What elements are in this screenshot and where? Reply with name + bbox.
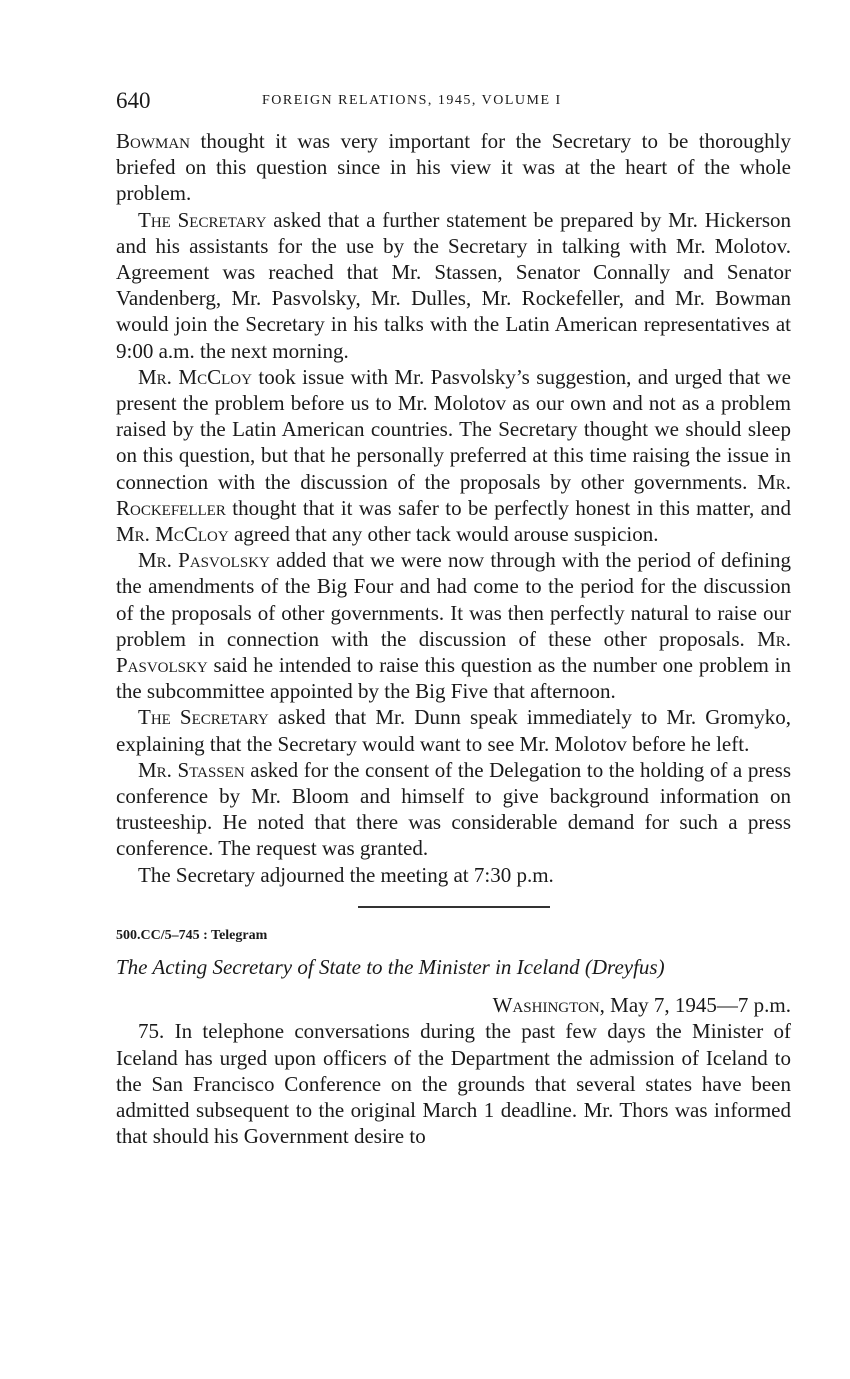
- speaker-name: Mr. Pasvolsky: [138, 548, 270, 573]
- paragraph-mccloy: [116, 364, 791, 547]
- paragraph-text: The Secretary adjourned the meeting at 7:30 p.m.: [138, 862, 554, 887]
- speaker-name: Mr. Stassen: [138, 757, 245, 782]
- paragraph-text: asked that a further statement be prepared by Mr. Hickerson and his assistants for the use by the Secretary in talking with Mr. Molotov. Agreement was reached that Mr. Stassen, Senator Connally and Senator Vandenberg, Mr. Pasvolsky, Mr. Dulles, Mr. Rockefeller, and Mr. Bowman would join the Secretary in his talks with the Latin American representatives at 9:00 a.m. the next morning.: [116, 207, 792, 363]
- paragraph-secretary-statement: [116, 207, 791, 364]
- paragraph-text: thought it was very important for the Secretary to be thoroughly briefed on this question since in his view it was at the heart of the whole problem.: [116, 129, 791, 206]
- paragraph-text: 75. In telephone conversations during the past few days the Minister of Iceland has urged upon officers of the Department the admission of Iceland to the San Francisco Conference on the grounds that several states have been admitted subsequent to the original March 1 deadline. Mr. Thors was informed that should his Government desire to: [116, 1019, 791, 1149]
- document-title: The Acting Secretary of State to the Minister in Iceland (Dreyfus): [116, 954, 665, 979]
- paragraph-text: took issue with Mr. Pasvolsky’s suggestion, and urged that we present the problem before us to Mr. Molotov as our own and not as a problem raised by the Latin American countries. The Secretary thought we should sleep on this question, but that he personally preferred at this time raising the issue in connection with the discussion of the proposals by other governments.: [116, 364, 791, 494]
- paragraph-pasvolsky: [116, 547, 791, 704]
- paragraph-text: said he intended to raise this question as the number one problem in the subcommittee appointed by the Big Five that afternoon.: [116, 653, 791, 704]
- paragraph-text: asked for the consent of the Delegation to the holding of a press conference by Mr. Bloom and himself to give background information on trusteeship. He noted that there was considerable demand for such a press conference. The request was granted.: [116, 757, 791, 861]
- paragraph-bowman: [116, 128, 791, 207]
- dateline-date: , May 7, 1945—7 p.m.: [599, 993, 791, 1018]
- page-body: [116, 128, 791, 1149]
- section-divider: [358, 906, 550, 908]
- paragraph-stassen: [116, 757, 791, 862]
- speaker-name: Bowman: [116, 129, 190, 153]
- paragraph-text: added that we were now through with the period of defining the amendments of the Big Four and had come to the period for the discussion of the proposals of other governments. It was then perfectly natural to raise our problem in connection with the discussion of these other proposals.: [116, 548, 791, 651]
- document-file-number: 500.CC/5–745 : Telegram: [116, 927, 268, 943]
- paragraph-text: thought that it was safer to be perfectly honest in this matter, and: [225, 495, 791, 520]
- telegram-body: [116, 1018, 791, 1149]
- page-number: 640: [116, 88, 151, 113]
- speaker-name: The Secretary: [138, 207, 267, 232]
- speaker-name: Mr. McCloy: [138, 364, 252, 389]
- dateline: [116, 992, 791, 1018]
- paragraph-text: asked that Mr. Dunn speak immediately to Mr. Gromyko, explaining that the Secretary would want to see Mr. Molotov before he left.: [116, 705, 792, 756]
- speaker-name: Mr. Rockefeller: [116, 469, 791, 520]
- running-head: FOREIGN RELATIONS, 1945, VOLUME I: [262, 93, 562, 108]
- speaker-name: The Secretary: [138, 705, 269, 730]
- paragraph-text: agreed that any other tack would arouse suspicion.: [228, 522, 659, 547]
- paragraph-adjournment: [116, 862, 791, 888]
- speaker-name: Mr. Pasvolsky: [116, 626, 791, 678]
- paragraph-secretary-dunn: [116, 704, 791, 756]
- speaker-name: Mr. McCloy: [116, 522, 229, 547]
- dateline-place: Washington: [492, 993, 600, 1018]
- page-header: [116, 88, 791, 118]
